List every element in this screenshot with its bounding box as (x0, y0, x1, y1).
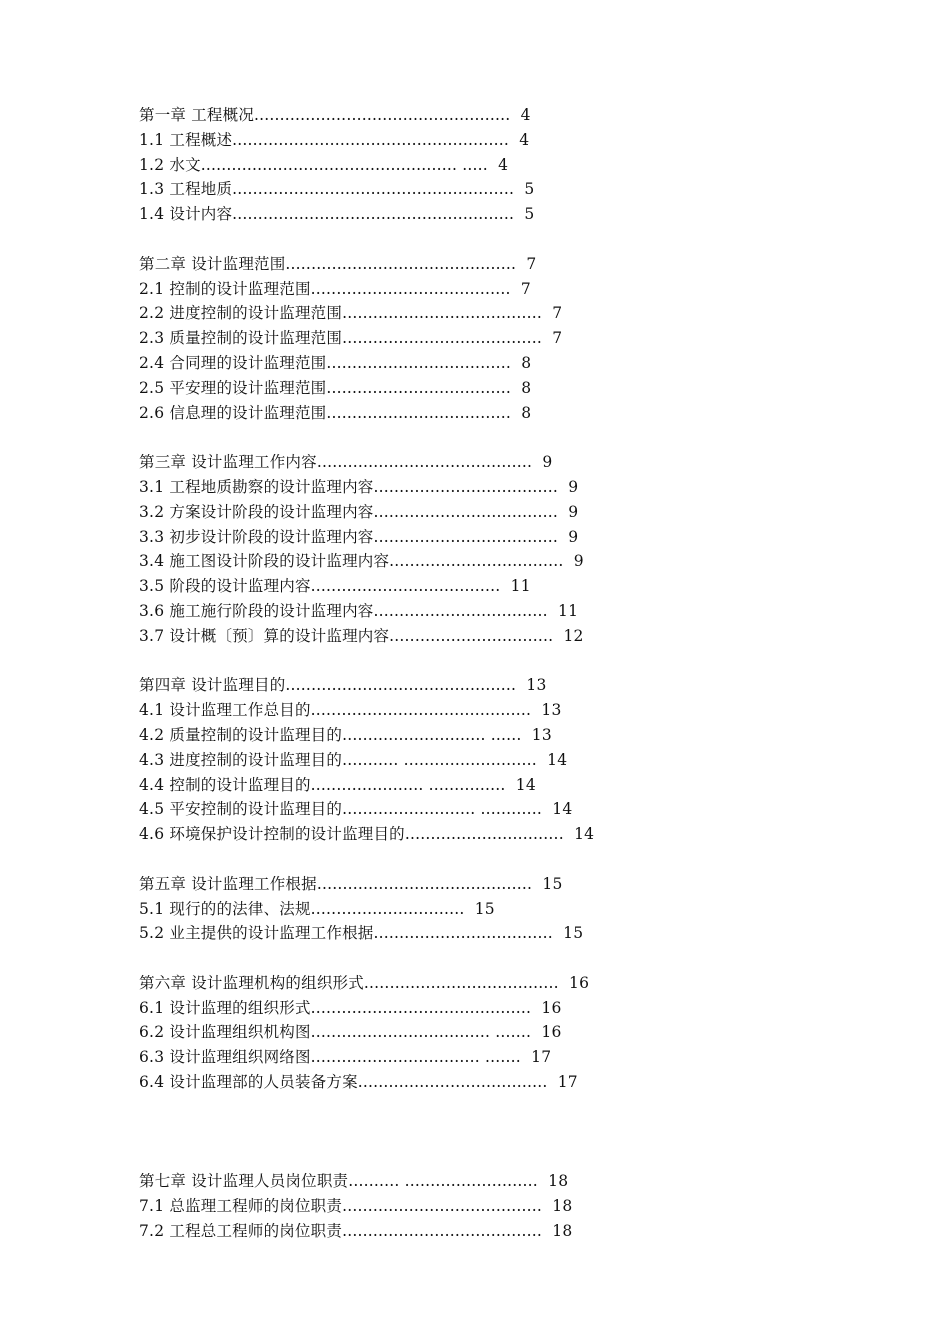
table-of-contents (139, 103, 839, 1244)
toc-entry: 6.2 设计监理组织机构图................................... ....... 16 (139, 1023, 562, 1042)
toc-entry: 第七章 设计监理人员岗位职责.......... .......................... 18 (139, 1172, 569, 1191)
toc-entry: 3.6 施工施行阶段的设计监理内容.................................. 11 (139, 601, 579, 620)
toc-section-gap (139, 649, 839, 674)
toc-entry: 1.1 工程概述...................................................... 4 (139, 130, 530, 149)
toc-entry: 4.6 环境保护设计控制的设计监理目的............................... 14 (139, 825, 595, 844)
toc-entry: 4.4 控制的设计监理目的...................... ............... 14 (139, 775, 536, 794)
toc-entry: 3.1 工程地质勘察的设计监理内容.................................... 9 (139, 477, 579, 496)
toc-entry: 3.4 施工图设计阶段的设计监理内容.................................. 9 (139, 552, 584, 571)
toc-entry: 第二章 设计监理范围............................................. 7 (139, 254, 537, 273)
toc-entry: 第四章 设计监理目的............................................. 13 (139, 676, 547, 695)
toc-entry: 第六章 设计监理机构的组织形式...................................... 16 (139, 973, 590, 992)
toc-entry: 3.3 初步设计阶段的设计监理内容.................................... 9 (139, 527, 579, 546)
toc-entry: 6.4 设计监理部的人员装备方案..................................... 17 (139, 1073, 578, 1092)
toc-entry: 5.2 业主提供的设计监理工作根据................................... 15 (139, 924, 584, 943)
toc-entry: 2.2 进度控制的设计监理范围....................................... 7 (139, 304, 563, 323)
toc-section-gap (139, 946, 839, 971)
toc-entry: 4.2 质量控制的设计监理目的............................ ...... 13 (139, 725, 552, 744)
toc-section-gap (139, 425, 839, 450)
toc-entry: 第五章 设计监理工作根据.......................................... 15 (139, 874, 563, 893)
toc-entry: 3.5 阶段的设计监理内容..................................... 11 (139, 577, 531, 596)
toc-entry: 2.5 平安理的设计监理范围.................................... 8 (139, 378, 532, 397)
toc-entry: 第三章 设计监理工作内容.......................................... 9 (139, 453, 553, 472)
toc-entry: 4.1 设计监理工作总目的........................................... 13 (139, 701, 562, 720)
toc-entry: 5.1 现行的的法律、法规.............................. 15 (139, 899, 495, 918)
toc-entry: 7.1 总监理工程师的岗位职责....................................... 18 (139, 1197, 573, 1216)
toc-entry: 3.2 方案设计阶段的设计监理内容.................................... 9 (139, 502, 579, 521)
toc-entry: 1.3 工程地质....................................................... 5 (139, 180, 535, 199)
toc-section-gap (139, 227, 839, 252)
toc-entry: 4.3 进度控制的设计监理目的........... .......................... 14 (139, 750, 568, 769)
toc-entry: 1.4 设计内容....................................................... 5 (139, 205, 535, 224)
toc-entry: 2.3 质量控制的设计监理范围....................................... 7 (139, 329, 563, 348)
toc-entry: 1.2 水文.................................................. ..... 4 (139, 155, 509, 174)
toc-entry: 2.1 控制的设计监理范围....................................... 7 (139, 279, 531, 298)
toc-section-gap (139, 1095, 839, 1169)
toc-entry: 2.6 信息理的设计监理范围.................................... 8 (139, 403, 532, 422)
toc-entry: 3.7 设计概〔预〕算的设计监理内容................................ 12 (139, 626, 584, 645)
toc-section-gap (139, 847, 839, 872)
toc-entry: 7.2 工程总工程师的岗位职责....................................... 18 (139, 1221, 573, 1240)
toc-entry: 2.4 合同理的设计监理范围.................................... 8 (139, 353, 532, 372)
toc-entry: 6.3 设计监理组织网络图................................. ....... 17 (139, 1048, 552, 1067)
toc-entry: 第一章 工程概况.................................................. 4 (139, 106, 531, 124)
toc-entry: 4.5 平安控制的设计监理目的.......................... ............ 14 (139, 800, 573, 819)
toc-entry: 6.1 设计监理的组织形式........................................... 16 (139, 998, 562, 1017)
